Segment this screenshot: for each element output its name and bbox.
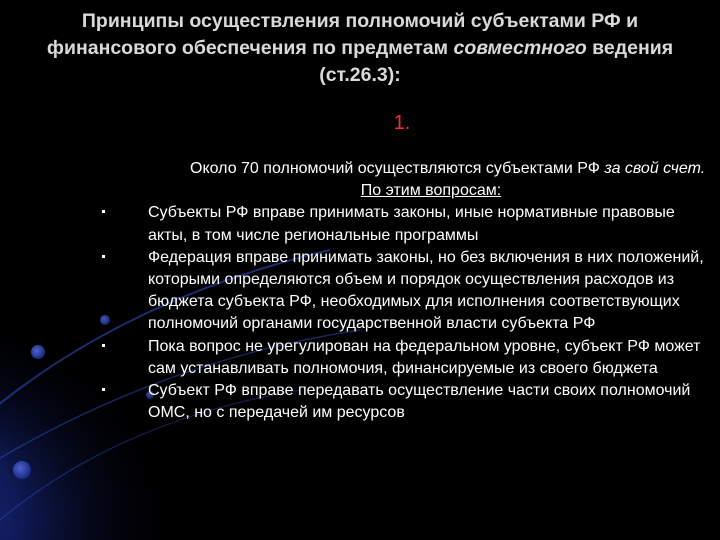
bullet-text: Федерация вправе принимать законы, но без включения в них положений, которыми определяются объем и порядок осуществления расходов из бюджета субъекта РФ, необходимых для исполнения соответствующих полномочий органами государственной власти субъекта РФ — [148, 248, 704, 333]
subheading: По этим вопросам: — [360, 182, 502, 200]
bullet-item-3 — [148, 336, 714, 380]
slide-title — [20, 8, 700, 89]
bullet-item-2 — [148, 247, 714, 336]
section-number: 1. — [393, 112, 411, 134]
bullet-text: Субъект РФ вправе передавать осуществление части своих полномочий ОМС, но с передачей им ресурсов — [148, 382, 691, 422]
bullet-text: Пока вопрос не урегулирован на федеральном уровне, субъект РФ может сам устанавливать полномочия, финансируемые из своего бюджета — [148, 337, 701, 377]
title-text-italic: совместного — [453, 37, 587, 59]
slide-body — [148, 158, 714, 424]
bullet-marker — [102, 388, 105, 391]
title-text-part1: Принципы осуществления полномочий субъектами РФ и финансового обеспечения по предметам — [46, 10, 639, 59]
intro-paragraph — [148, 158, 714, 180]
title-text-part2: ведения (ст.26.3): — [319, 37, 674, 86]
intro-text: Около 70 полномочий осуществляются субъектами РФ — [190, 160, 605, 177]
bullet-item-4 — [148, 380, 714, 424]
bullet-text: Субъекты РФ вправе принимать законы, иные нормативные правовые акты, в том числе региональные программы — [148, 204, 675, 244]
bullet-item-1 — [148, 202, 714, 246]
bullet-marker — [102, 210, 105, 213]
bullet-marker — [102, 255, 105, 258]
bullet-marker — [102, 344, 105, 347]
intro-text-italic: за свой счет. — [604, 160, 706, 177]
